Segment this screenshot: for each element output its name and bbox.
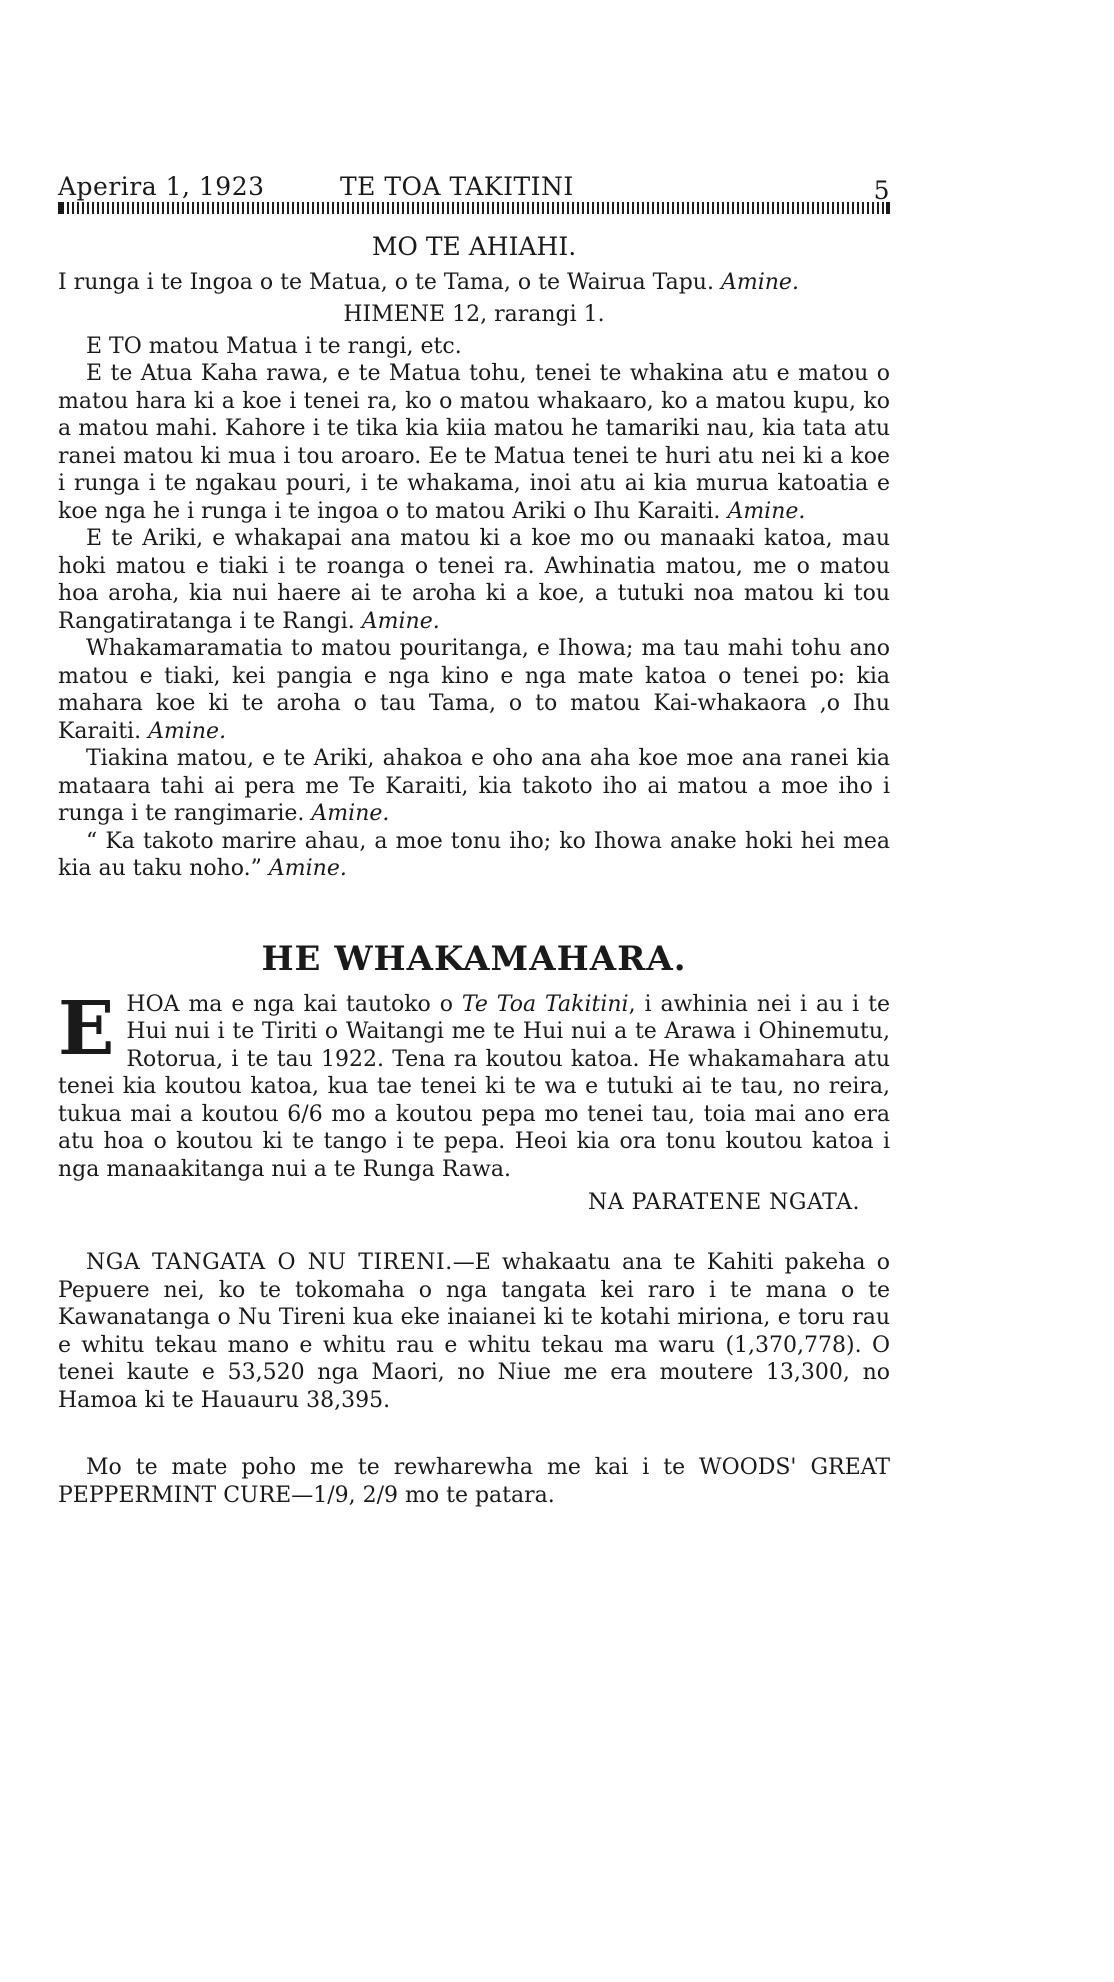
prayer-amen: Amine.: [268, 856, 347, 881]
prayer-amen: Amine.: [727, 498, 806, 524]
prayer-amen: Amine.: [148, 718, 227, 744]
population-paragraph: [58, 1249, 890, 1414]
spacer: [58, 1217, 890, 1249]
invocation-amen: Amine.: [720, 270, 799, 295]
invocation: [58, 269, 890, 297]
spacer: [58, 1414, 890, 1454]
prayer-paragraph: [58, 360, 890, 525]
notice-text-a: HOA ma e nga kai tautoko o: [126, 991, 462, 1017]
evening-heading: MO TE AHIAHI.: [371, 232, 577, 261]
notice-text-b: , i awhinia nei i au i te Hui nui i te Tiriti o Waitangi me te Hui nui a te Arawa i Ohinemutu, Rotorua, i te tau 1922. Tena ra koutou katoa. He whakamahara atu tenei kia koutou katoa, kua tae tenei ki te wa e tutuki ai te tau, no reira, tukua mai a koutou 6/6 mo a koutou pepa mo tenei tau, toia mai ano era atu hoa o koutou ki te tango i te pepa. Heoi kia ora tonu koutou katoa i nga manaakitanga nui a te Runga Rawa.: [58, 991, 890, 1182]
population-text: —E whakaatu ana te Kahiti pakeha o Pepuere nei, ko te tokomaha o nga tangata kei raro i te mana o te Kawanatanga o Nu Tireni kua eke inaianei ki te kotahi miriona, e toru rau e whitu tekau mano e whitu rau e whitu tekau ma waru (1,370,778). O tenei kaute e 53,520 nga Maori, no Niue me era moutere 13,300, no Hamoa ki te Hauauru 38,395.: [58, 1250, 890, 1413]
page: [58, 168, 890, 1509]
prayer-text: E te Atua Kaha rawa, e te Matua tohu, tenei te whakina atu e matou o matou hara ki a koe i tenei ra, ko o matou whakaaro, ko a matou kupu, ko a matou mahi. Kahore i te tika kia kiia matou he tamariki nau, kia tata atu ranei matou ki mua i tou aroaro. Ee te Matua tenei te huri atu nei ki a koe i runga i te ngakau pouri, i te whakama, inoi atu ai kia murua katoatia e koe nga he i runga i te ingoa o to matou Ariki o Ihu Karaiti.: [58, 361, 890, 524]
notice-title: HE WHAKAMAHARA.: [261, 938, 687, 979]
advert-paragraph: Mo te mate poho me te rewharewha me kai i te WOODS' GREAT PEPPERMINT CURE—1/9, 2/9 mo te patara.: [58, 1455, 890, 1508]
hymn-first-line: E TO matou Matua i te rangi, etc.: [86, 333, 462, 359]
ornamental-rule: [58, 202, 890, 214]
prayer-amen: Amine.: [361, 608, 440, 634]
notice-signature: NA PARATENE NGATA.: [588, 1190, 860, 1215]
hymn-reference: HIMENE 12, rarangi 1.: [343, 301, 605, 327]
prayer-text: “ Ka takoto marire ahau, a moe tonu iho; ko Ihowa anake hoki hei mea kia au taku noho.”: [58, 828, 890, 881]
prayer-text: Tiakina matou, e te Ariki, ahakoa e oho ana aha koe moe ana ranei kia mataara tahi ai pera me Te Karaiti, kia takoto iho ai matou a moe iho i runga i te rangimarie.: [58, 746, 890, 826]
population-lead: NGA TANGATA O NU TIRENI.: [86, 1250, 453, 1275]
prayer-paragraph: [58, 635, 890, 745]
prayer-paragraph: [58, 828, 890, 883]
prayer-paragraph: [58, 745, 890, 828]
notice-paragraph: [58, 985, 890, 1184]
prayer-text: Whakamaramatia to matou pouritanga, e Ihowa; ma tau mahi tohu ano matou e tiaki, kei pangia e nga kino e nga mate katoa o tenei po: kia mahara koe ki te aroha o tau Tama, o to matou Kai-whakaora ,o Ihu Karaiti.: [58, 636, 890, 744]
drop-cap: E: [58, 985, 115, 1072]
page-number: 5: [873, 176, 890, 205]
prayer-paragraph: [58, 525, 890, 635]
prayer-amen: Amine.: [311, 801, 390, 826]
publication-title: TE TOA TAKITINI: [340, 172, 574, 201]
notice-body: [58, 985, 890, 1184]
prayer-text: E te Ariki, e whakapai ana matou ki a koe mo ou manaaki katoa, mau hoki matou e tiaki i te roanga o tenei ra. Awhinatia matou, me o matou hoa aroha, kia nui haere ai te aroha ki a koe, a tutuki noa matou ki tou Rangatiratanga i te Rangi.: [58, 526, 890, 634]
invocation-text: I runga i te Ingoa o te Matua, o te Tama, o te Wairua Tapu.: [58, 270, 714, 295]
paper-name: Te Toa Takitini: [461, 991, 629, 1017]
running-header: [58, 168, 890, 205]
issue-date: Aperira 1, 1923: [58, 172, 265, 201]
